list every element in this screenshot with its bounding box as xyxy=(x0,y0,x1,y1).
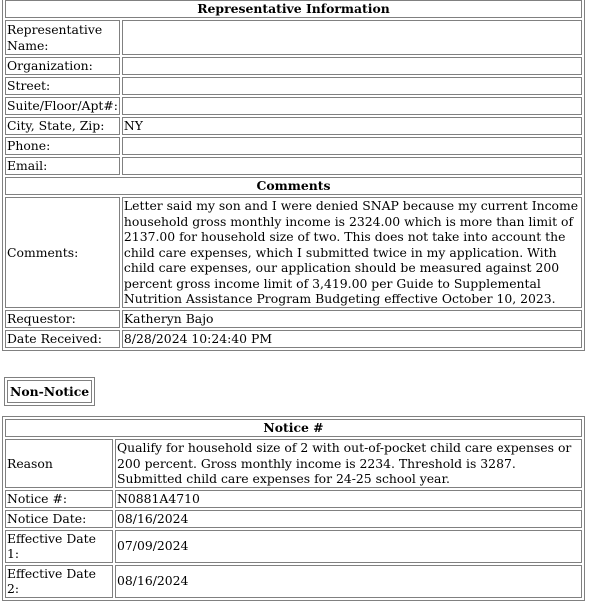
rep-name-label: Representative Name: xyxy=(5,20,120,55)
effective-date-1-value: 07/09/2024 xyxy=(115,530,582,563)
organization-label: Organization: xyxy=(5,57,120,75)
notice-heading: Notice # xyxy=(5,419,582,437)
representative-heading: Representative Information xyxy=(5,0,582,18)
organization-value xyxy=(122,57,582,75)
city-state-zip-value: NY xyxy=(122,117,582,135)
effective-date-2-label: Effective Date 2: xyxy=(5,565,113,598)
non-notice-box xyxy=(4,377,95,406)
effective-date-2-value: 08/16/2024 xyxy=(115,565,582,598)
suite-value xyxy=(122,97,582,115)
effective-date-1-label: Effective Date 1: xyxy=(5,530,113,563)
notice-date-value: 08/16/2024 xyxy=(115,510,582,528)
reason-label: Reason xyxy=(5,439,113,488)
email-label: Email: xyxy=(5,157,120,175)
notice-number-value: N0881A4710 xyxy=(115,490,582,508)
notice-date-label: Notice Date: xyxy=(5,510,113,528)
phone-label: Phone: xyxy=(5,137,120,155)
date-received-value: 8/28/2024 10:24:40 PM xyxy=(122,330,582,348)
comments-heading: Comments xyxy=(5,177,582,195)
reason-text: Qualify for household size of 2 with out-of-pocket child care expenses or 200 percent. Gross monthly income is 2234. Threshold is 3287. Submitted child care expenses for 24-25 school year. xyxy=(115,439,582,488)
representative-table xyxy=(2,0,585,351)
non-notice-label: Non-Notice xyxy=(7,380,92,403)
email-value xyxy=(122,157,582,175)
comments-label: Comments: xyxy=(5,197,120,308)
city-state-zip-label: City, State, Zip: xyxy=(5,117,120,135)
notice-number-label: Notice #: xyxy=(5,490,113,508)
requestor-label: Requestor: xyxy=(5,310,120,328)
street-label: Street: xyxy=(5,77,120,95)
rep-name-value xyxy=(122,20,582,55)
suite-label: Suite/Floor/Apt#: xyxy=(7,98,118,114)
requestor-value: Katheryn Bajo xyxy=(122,310,582,328)
phone-value xyxy=(122,137,582,155)
notice-table xyxy=(2,416,585,601)
street-value xyxy=(122,77,582,95)
date-received-label: Date Received: xyxy=(5,330,120,348)
comments-text: Letter said my son and I were denied SNAP because my current Income household gross monthly income is 2324.00 which is more than limit of 2137.00 for household size of two. This does not take into account the child care expenses, which I submitted twice in my application. With child care expenses, our application should be measured against 200 percent gross income limit of 3,419.00 per Guide to Supplemental Nutrition Assistance Program Budgeting effective October 10, 2023. xyxy=(122,197,582,308)
